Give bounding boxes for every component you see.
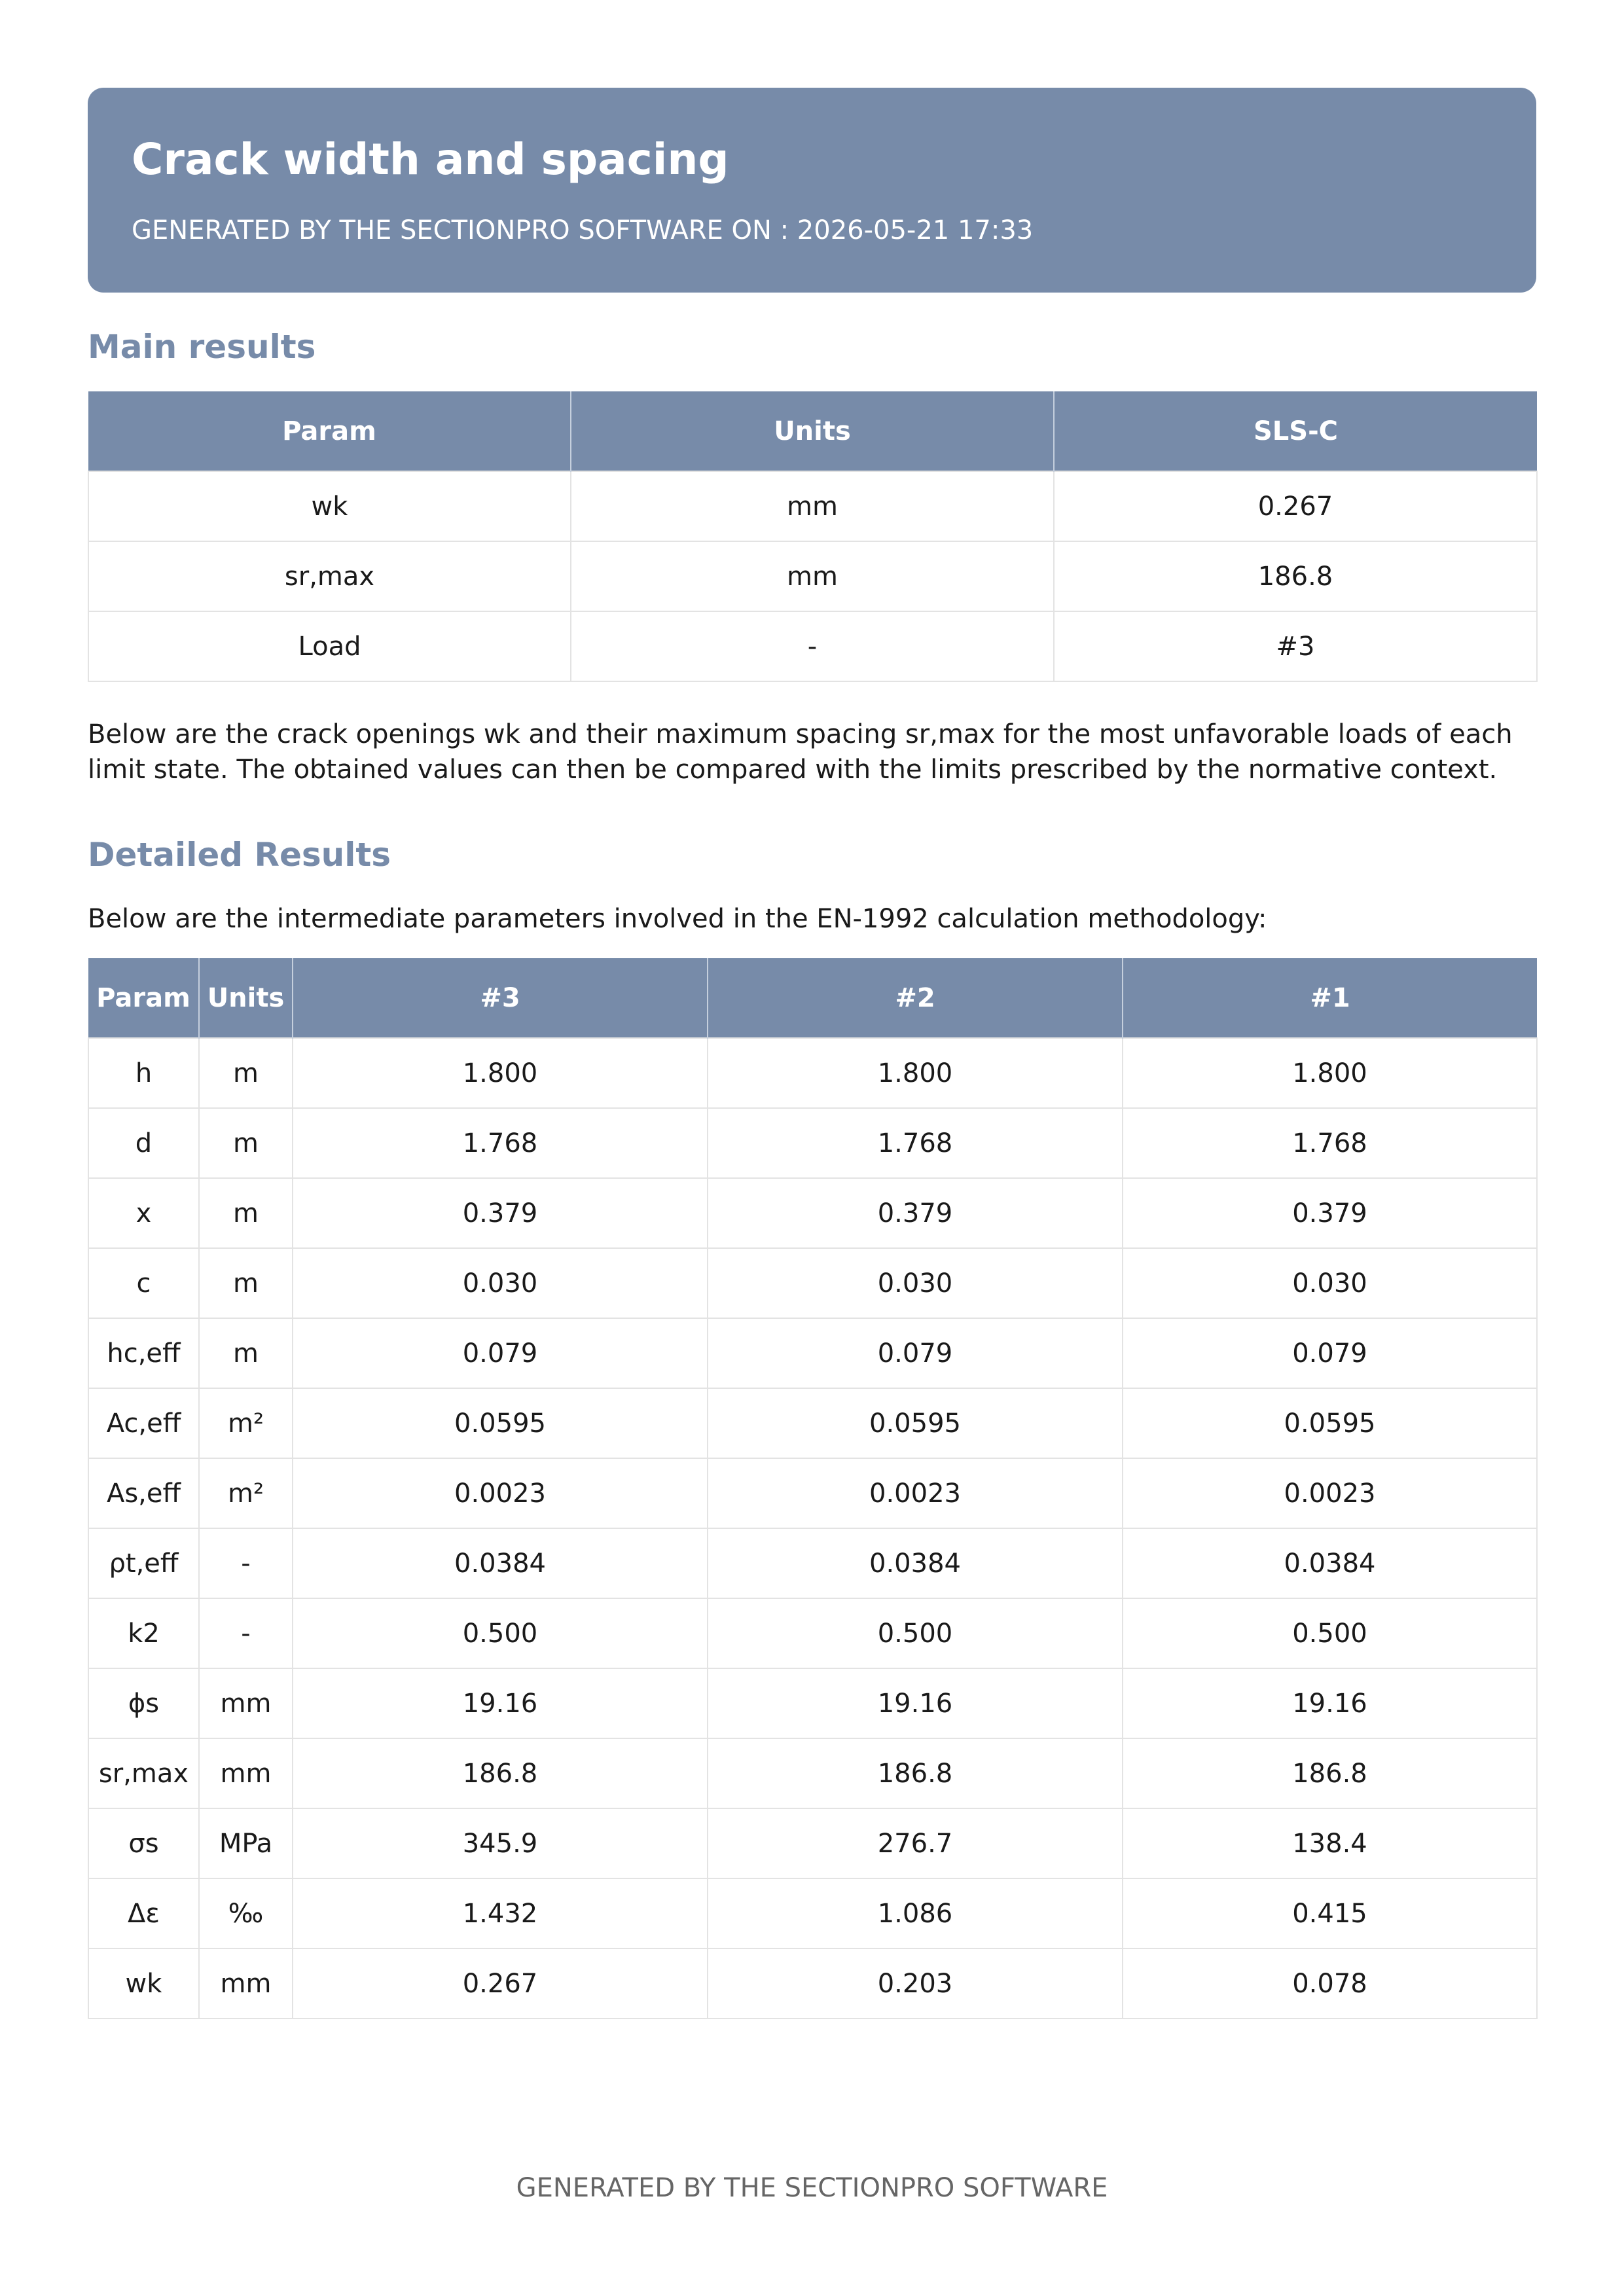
table-cell: mm <box>571 471 1054 541</box>
table-cell: 0.379 <box>1123 1178 1537 1248</box>
table-cell: 0.267 <box>1054 471 1537 541</box>
table-cell: - <box>571 611 1054 681</box>
detailed-results-body <box>88 1038 1537 2018</box>
main-results-description: Below are the crack openings wk and their maximum spacing sr,max for the most unfavorable loads of each limit state. The obtained values can then be compared with the limits prescribed by the normative context. <box>88 719 1513 785</box>
table-cell: MPa <box>199 1808 293 1878</box>
table-cell: hc,eff <box>88 1318 199 1388</box>
table-cell: 0.0023 <box>1123 1458 1537 1528</box>
table-cell: 0.0384 <box>708 1528 1123 1598</box>
table-cell: Δε <box>88 1878 199 1948</box>
main-results-heading: Main results <box>88 328 316 366</box>
column-header-units: Units <box>571 391 1054 471</box>
table-cell: m <box>199 1318 293 1388</box>
table-cell: m <box>199 1178 293 1248</box>
table-cell: 0.0595 <box>708 1388 1123 1458</box>
table-cell: k2 <box>88 1598 199 1668</box>
table-cell: 0.0595 <box>293 1388 708 1458</box>
table-cell: m² <box>199 1388 293 1458</box>
table-cell: 0.079 <box>708 1318 1123 1388</box>
table-cell: sr,max <box>88 541 571 611</box>
table-cell: 186.8 <box>293 1738 708 1808</box>
column-header-load-1: #1 <box>1123 958 1537 1038</box>
table-row <box>88 1878 1537 1948</box>
table-cell: 0.078 <box>1123 1948 1537 2018</box>
column-header-param: Param <box>88 391 571 471</box>
table-cell: 1.432 <box>293 1878 708 1948</box>
table-cell: 0.267 <box>293 1948 708 2018</box>
detailed-results-heading: Detailed Results <box>88 836 391 874</box>
table-cell: ρt,eff <box>88 1528 199 1598</box>
table-cell: 345.9 <box>293 1808 708 1878</box>
table-row <box>88 541 1537 611</box>
table-row <box>88 1598 1537 1668</box>
table-row <box>88 1528 1537 1598</box>
column-header-load-3: #3 <box>293 958 708 1038</box>
table-cell: 0.0384 <box>1123 1528 1537 1598</box>
column-header-load-2: #2 <box>708 958 1123 1038</box>
table-cell: wk <box>88 471 571 541</box>
table-cell: mm <box>199 1668 293 1738</box>
table-row <box>88 611 1537 681</box>
column-header-sls-c: SLS-C <box>1054 391 1537 471</box>
table-cell: 0.0023 <box>293 1458 708 1528</box>
table-cell: 19.16 <box>708 1668 1123 1738</box>
column-header-param: Param <box>88 958 199 1038</box>
table-row <box>88 1808 1537 1878</box>
table-cell: #3 <box>1054 611 1537 681</box>
table-cell: 0.500 <box>293 1598 708 1668</box>
table-cell: ‰ <box>199 1878 293 1948</box>
table-cell: 1.086 <box>708 1878 1123 1948</box>
table-cell: 276.7 <box>708 1808 1123 1878</box>
page-footer: GENERATED BY THE SECTIONPRO SOFTWARE <box>516 2173 1108 2203</box>
table-cell: 0.415 <box>1123 1878 1537 1948</box>
table-cell: As,eff <box>88 1458 199 1528</box>
table-cell: 186.8 <box>1123 1738 1537 1808</box>
table-cell: 0.203 <box>708 1948 1123 2018</box>
table-cell: 0.030 <box>1123 1248 1537 1318</box>
table-cell: 0.0595 <box>1123 1388 1537 1458</box>
table-cell: 0.379 <box>708 1178 1123 1248</box>
table-cell: 0.500 <box>708 1598 1123 1668</box>
column-header-units: Units <box>199 958 293 1038</box>
table-cell: 19.16 <box>293 1668 708 1738</box>
table-cell: 1.800 <box>293 1038 708 1108</box>
table-row <box>88 1668 1537 1738</box>
table-cell: 1.800 <box>708 1038 1123 1108</box>
table-cell: 19.16 <box>1123 1668 1537 1738</box>
table-cell: 1.768 <box>708 1108 1123 1178</box>
table-cell: 1.768 <box>1123 1108 1537 1178</box>
table-cell: 0.500 <box>1123 1598 1537 1668</box>
table-row <box>88 1388 1537 1458</box>
detailed-results-table <box>88 958 1538 2019</box>
table-row <box>88 1948 1537 2018</box>
report-header <box>88 88 1536 293</box>
table-cell: 1.800 <box>1123 1038 1537 1108</box>
table-cell: x <box>88 1178 199 1248</box>
table-cell: Load <box>88 611 571 681</box>
table-cell: mm <box>199 1738 293 1808</box>
table-cell: c <box>88 1248 199 1318</box>
table-cell: 186.8 <box>708 1738 1123 1808</box>
table-cell: 0.0023 <box>708 1458 1123 1528</box>
detailed-results-intro: Below are the intermediate parameters involved in the EN-1992 calculation methodology: <box>88 904 1267 934</box>
table-cell: h <box>88 1038 199 1108</box>
table-cell: 0.030 <box>293 1248 708 1318</box>
table-cell: mm <box>199 1948 293 2018</box>
table-row <box>88 471 1537 541</box>
table-cell: 0.079 <box>293 1318 708 1388</box>
table-cell: 138.4 <box>1123 1808 1537 1878</box>
table-cell: wk <box>88 1948 199 2018</box>
table-cell: 1.768 <box>293 1108 708 1178</box>
table-cell: Ac,eff <box>88 1388 199 1458</box>
table-cell: m <box>199 1038 293 1108</box>
table-cell: 186.8 <box>1054 541 1537 611</box>
table-cell: m² <box>199 1458 293 1528</box>
main-results-table <box>88 391 1538 682</box>
table-cell: σs <box>88 1808 199 1878</box>
table-row <box>88 1318 1537 1388</box>
table-cell: m <box>199 1248 293 1318</box>
table-header-row <box>88 958 1537 1038</box>
table-cell: - <box>199 1528 293 1598</box>
table-row <box>88 1038 1537 1108</box>
table-cell: d <box>88 1108 199 1178</box>
table-cell: 0.030 <box>708 1248 1123 1318</box>
table-row <box>88 1178 1537 1248</box>
table-row <box>88 1108 1537 1178</box>
table-header-row <box>88 391 1537 471</box>
report-generated-line: GENERATED BY THE SECTIONPRO SOFTWARE ON : 2026-05-21 17:33 <box>132 215 1034 245</box>
table-row <box>88 1248 1537 1318</box>
table-cell: 0.079 <box>1123 1318 1537 1388</box>
table-cell: mm <box>571 541 1054 611</box>
table-cell: - <box>199 1598 293 1668</box>
table-row <box>88 1458 1537 1528</box>
table-cell: ϕs <box>88 1668 199 1738</box>
report-title: Crack width and spacing <box>132 134 729 185</box>
table-cell: 0.0384 <box>293 1528 708 1598</box>
table-row <box>88 1738 1537 1808</box>
table-cell: m <box>199 1108 293 1178</box>
table-cell: 0.379 <box>293 1178 708 1248</box>
table-cell: sr,max <box>88 1738 199 1808</box>
